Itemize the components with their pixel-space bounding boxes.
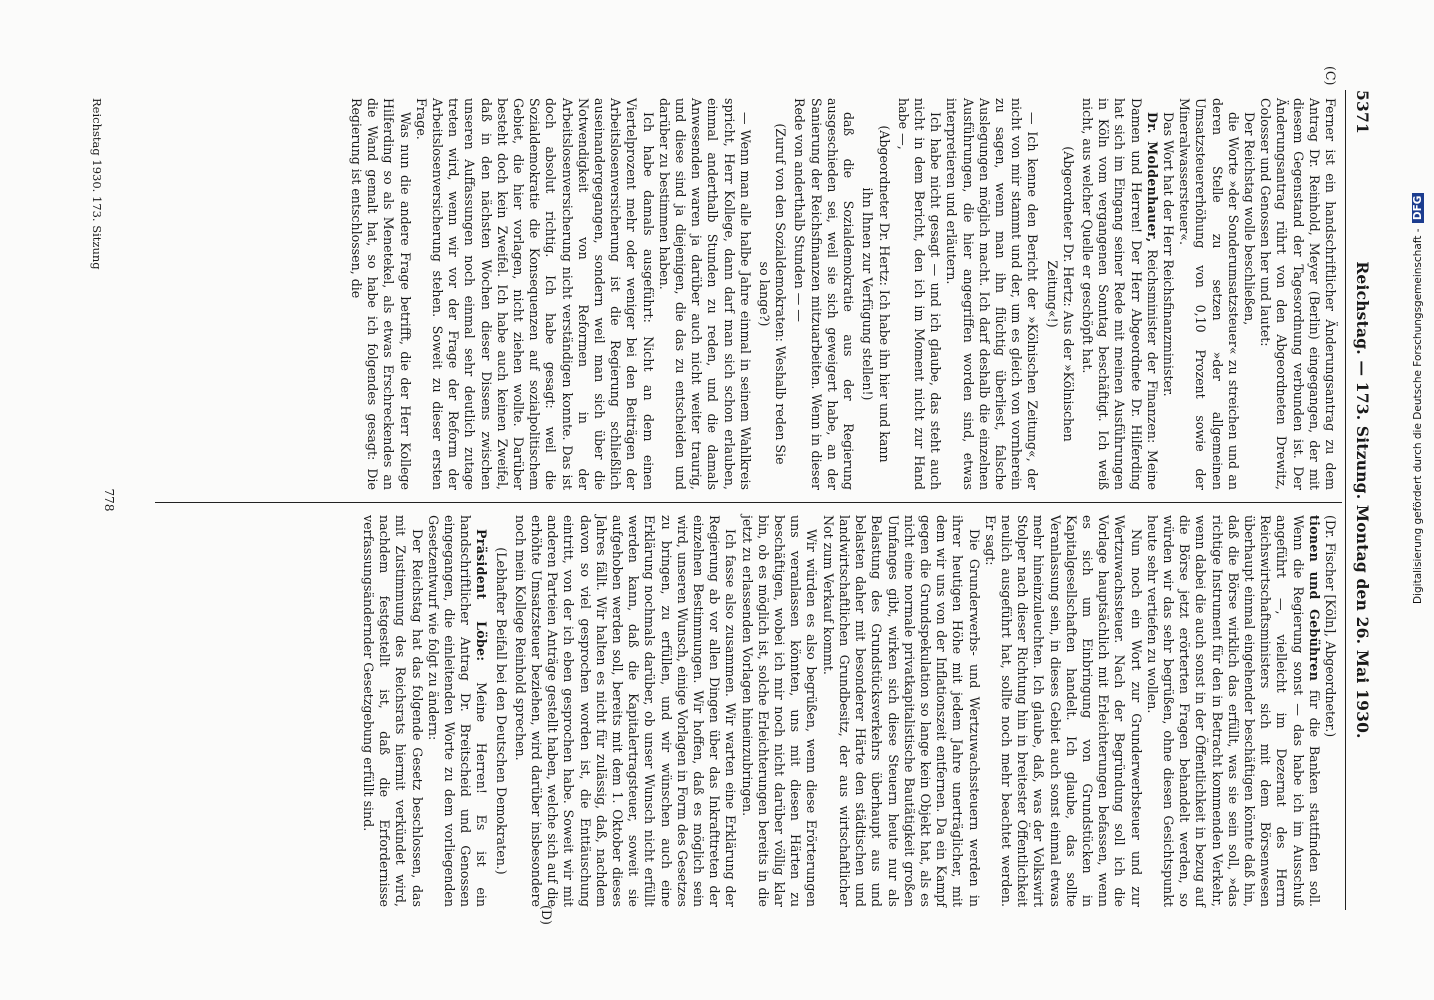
- paragraph: [738, 515, 819, 907]
- speaker-name: tionen und Gebühren: [1306, 515, 1322, 682]
- margin-letter-c: (C): [1323, 66, 1338, 86]
- paragraph: [820, 515, 982, 907]
- page-number: 5371: [1353, 90, 1372, 134]
- paragraph: [425, 515, 490, 907]
- paragraph: [348, 98, 413, 490]
- paragraph-text: für die Banken stattfinden soll. Wenn die Regierung sonst — das habe ich im Ausschuß angeführt —, vielleicht im Dezernat des Herrn Reichswirtschaftsministers sich mit dem Börsenwesen überhaupt einmal eingehender beschäftigen könnte daß hin, daß die Börse wirklich das erfüllt, was sie sein soll, »das richtige Instrument für den in Betracht kommenden Verkehr, wenn dabei die auch sonst in der Öffentlichkeit in bezug auf die Börse jetzt erörterten Fragen behandelt werden, so würden wir das sehr begrüßen, ohne diesen Gesichtspunkt heute sehr vertiefen zu wollen.: [1144, 515, 1322, 907]
- paragraph-text: Ich habe damals ausgeführt: Nicht an dem einen Viertelprozent mehr oder weniger bei den Beiträgen der Arbeitslosenversicherung ist die Regierung schließlich auseinandergegangen, sondern weil man sich über die Notwendigkeit von Reformen in der Arbeitslosenversicherung nicht verständigen konnte. Das ist doch absolut richtig. Ich habe gesagt: weil die Sozialdemokratie die Konsequenzen auf sozialpolitischem Gebiet, die hier vorlagen, nicht ziehen wollte. Darüber besteht doch kein Zweifel. Ich habe auch keinen Zweifel, daß in den nächsten Wochen dieser Dissens zwischen unseren Auffassungen noch einmal sehr deutlich zutage treten wird, wenn wir vor der Frage der Reform der Arbeitslosenversicherung stehen. Soweit zu dieser ersten Frage.: [413, 98, 656, 490]
- paragraph-text: — Ich kenne den Bericht der »Kölnischen Zeitung«, der nicht von mir stammt und der, um es gleich von vornherein zu sagen, wenn man ihn flüchtig überliest, falsche Auslegungen möglich macht. Ich darf deshalb die einzelnen Ausführungen, die hier angegriffen worden sind, etwas interpretieren und erläutern.: [944, 98, 1041, 490]
- speaker-name: Präsident Löbe:: [474, 529, 490, 662]
- paragraph-text: die Worte »der Sonderumsatzsteuer« zu streichen und an deren Stelle zu setzen »der allgemeinen Umsatzsteuererhöhung von 0,10 Prozent sowie der Mineralwassersteuer«.: [1177, 98, 1241, 490]
- paragraph: [1322, 515, 1338, 907]
- paragraph-text: Der Reichstag wolle beschließen,: [1241, 112, 1257, 326]
- funding-text: Digitalisierung gefördert durch die Deutsche Forschungsgemeinschaft -: [1412, 228, 1424, 604]
- column-rule: [155, 502, 1342, 503]
- paragraph: [791, 98, 856, 490]
- paragraph-text: Das Wort hat der Herr Reichsfinanzminister.: [1160, 112, 1176, 397]
- paragraph-text: Ferner ist ein handschriftlicher Änderungsantrag zu dem Antrag Dr. Reinhold, Meyer (Berlin) eingegangen, der mit diesem Gegenstand der Tagesordnung verbunden ist. Der Änderungsantrag rührt von den Abgeordneten Drewitz, Colosser und Genossen her und lautet:: [1258, 98, 1338, 490]
- header-rule: [1345, 90, 1346, 910]
- paragraph: [413, 98, 656, 490]
- paragraph-text: Wir würden es also begrüßen, wenn diese Erörterungen uns veranlassen könnten, uns mit diesen Härten zu beschäftigen, wobei ich mir noch nicht darüber völlig klar bin, ob es möglich ist, solche Erleichterungen bereits in die jetzt zu erlassenden Vorlagen hineinzubringen.: [739, 515, 820, 907]
- paragraph-text: Nun noch ein Wort zur Grunderwerbsteuer und zur Wertzuwachssteuer. Nach der Begründung soll ich die Vorlage hauptsächlich mit Erleichterungen befassen, wenn es sich um Einbringung von Grundstücken in Kapitalgesellschaften handelt. Ich glaube, das sollte Veranlassung sein, in dieses Gebiet auch sonst einmal etwas mehr hineinzuleuchten. Ich glaube, daß, was der Volkswirt Stolper nach dieser Richtung hin in breitester Öffentlichkeit neulich ausgeführt hat, sollte noch mehr beachtet werden. Er sagt:: [982, 515, 1144, 907]
- paragraph-text: Reichsminister der Finanzen: Meine Damen und Herren! Der Herr Abgeordnete Dr. Hilferding hat sich im Eingang seiner Rede mit meinen Ausführungen in Köln vom vergangenen Sonntag beschäftigt. Ich weiß nicht, aus welcher Quelle er geschöpft hat.: [1079, 98, 1160, 490]
- dfg-logo: DFG: [1412, 193, 1424, 224]
- paragraph: [1176, 98, 1241, 490]
- paragraph: [656, 98, 753, 490]
- paragraph: [1144, 515, 1322, 907]
- column-a: [348, 98, 1338, 490]
- paragraph-text: (Zuruf von den Sozialdemokraten: Weshalb reden Sie so lange?): [757, 123, 789, 465]
- paragraph: [1257, 98, 1338, 490]
- paragraph-text: daß die Sozialdemokratie aus der Regierung ausgeschieden sei, weil sie sich geweigert habe, an der Sanierung der Reichsfinanzen mitzuarbeiten. Wenn in dieser Rede von anderthalb Stunden — —: [792, 98, 857, 490]
- paragraph-text: Ich fasse also zusammen. Wir warten eine Erklärung der Regierung ab vor allen Dingen über das Inkrafttreten der einzelnen Bestimmungen. Wir hoffen, daß es möglich sein wird, unseren Wunsch, einige Vorlagen in Form des Gesetzes zu bringen, zu erfüllen, und wir wünschen auch eine Erklärung nochmals darüber, ob unser Wunsch nicht erfüllt werden kann, daß die Kapitalertragsteuer, soweit sie aufgehoben werden soll, bereits mit dem 1. Oktober dieses Jahres fällt. Wir halten es nicht für zulässig, daß, nachdem davon so viel gesprochen worden ist, die Enttäuschung eintritt, von der ich eben gesprochen habe. Soweit wir mit anderen Parteien Anträge gestellt haben, welche sich auf die erhöhte Umsatzsteuer beziehen, wird darüber insbesondere noch mein Kollege Reinhold sprechen.: [512, 515, 739, 907]
- paragraph: [1043, 120, 1075, 468]
- funding-notice: [1412, 44, 1430, 604]
- paragraph: [943, 98, 1040, 490]
- paragraph: [982, 515, 1144, 907]
- paragraph: [492, 537, 508, 885]
- paragraph: [1160, 98, 1176, 490]
- paragraph-text: (Dr. Fischer [Köln], Abgeordneter.): [1323, 515, 1338, 738]
- footer-session: Reichstag 1930. 173. Sitzung: [90, 98, 104, 270]
- paragraph-text: Was nun die andere Frage betrifft, die der Herr Kollege Hilferding so als Menetekel, als etwas Erschreckendes an die Wand gemalt hat, so habe ich folgendes gesagt: Die Regierung ist entschlossen, die: [349, 98, 413, 490]
- paragraph: [1241, 98, 1257, 490]
- column-b: [360, 515, 1338, 907]
- margin-letter-d: (D): [539, 905, 554, 925]
- paragraph-text: (Abgeordneter Dr. Hertz: Aus der »Kölnischen Zeitung«!): [1044, 146, 1076, 442]
- footer-page-number: 778: [102, 488, 116, 512]
- paragraph-text: Ich habe nicht gesagt — und ich glaube, das steht auch nicht in dem Bericht, den ich im Moment nicht zur Hand habe —,: [895, 98, 944, 490]
- speaker-name: Dr. Moldenhauer,: [1144, 112, 1160, 243]
- paragraph-text: — Wenn man alle halbe Jahre einmal in seinem Wahlkreis spricht, Herr Kollege, dann darf man sich schon erlauben, einmal anderthalb Stunden zu reden, und die damals Anwesenden waren ja darüber auch nicht weiter traurig, und diese sind ja diejenigen, die das zu entscheiden und darüber zu bestimmen haben.: [656, 98, 753, 490]
- paragraph: [1079, 98, 1160, 490]
- paragraph: [895, 98, 944, 490]
- paragraph: [512, 515, 739, 907]
- header-title: Reichstag. — 173. Sitzung. Montag den 26. Mai 1930.: [1353, 261, 1372, 739]
- paragraph: [360, 515, 425, 907]
- paragraph: [859, 120, 891, 468]
- paragraph: [756, 120, 788, 468]
- paragraph-text: (Abgeordneter Dr. Hertz: Ich habe ihn hier und kann ihn Ihnen zur Verfügung stellen!): [860, 125, 892, 463]
- paragraph-text: Die Grunderwerbs- und Wertzuwachssteuern werden in ihrer heutigen Höhe mit jedem Jahre unerträglicher, mit dem wir uns von der Inflationszeit entfernen. Da ein Kampf gegen die Grundspekulation so lange kein Objekt hat, als es nicht eine normale privatkapitalistische Bautätigkeit großen Umfanges gibt, wirken sich diese Steuern heute nur als Belastung des Grundstücksverkehrs überhaupt aus und belasten daher mit besonderer Härte den städtischen und landwirtschaftlichen Grundbesitz, der aus wirtschaftlicher Not zum Verkauf kommt.: [820, 515, 982, 907]
- paragraph-text: Meine Herren! Es ist ein handschriftlicher Antrag Dr. Breitscheid und Genossen eingegangen, die einleitenden Worte zu dem vorliegenden Gesetzentwurf wie folgt zu ändern:: [425, 515, 490, 907]
- paragraph-text: (Lebhafter Beifall bei den Deutschen Demokraten.): [493, 547, 509, 875]
- page-header: [1348, 90, 1372, 910]
- paragraph-text: Der Reichstag hat das folgende Gesetz beschlossen, das mit Zustimmung des Reichsrats hiermit verkündet wird, nachdem festgestellt ist, daß die Erfordernisse verfassungsändernder Gesetzgebung erfüllt sind.: [361, 515, 425, 907]
